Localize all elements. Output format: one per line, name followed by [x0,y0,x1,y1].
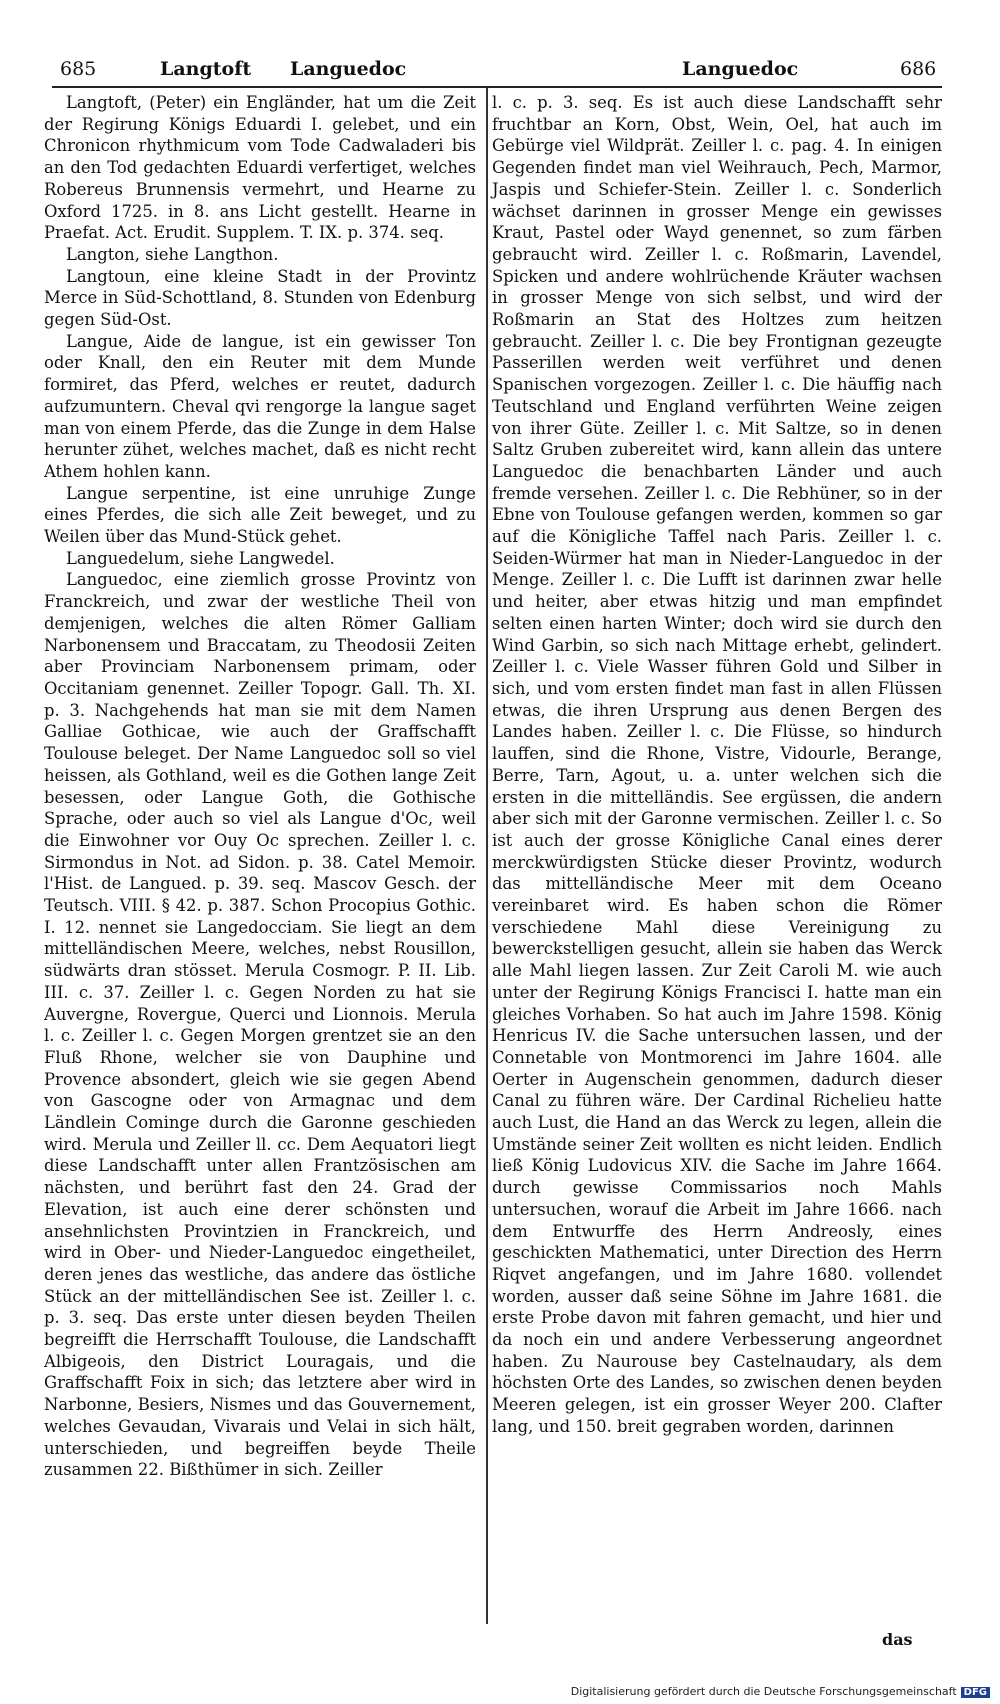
page-header [52,50,942,86]
entry-langue: Langue, Aide de langue, ist ein gewisser Ton oder Knall, den ein Reuter mit dem Munde formiret, das Pferd, welches er reutet, dadurch aufzumuntern. Cheval qvi rengorge la langue saget man von einem Pferde, das die Zunge in dem Halse herunter zühet, welches machet, daß es nicht recht Athem hohlen kann. [44,331,476,481]
running-head-left-last: Languedoc [290,58,407,80]
left-column [44,92,476,1481]
column-divider [486,88,488,1624]
digitization-footer [571,1685,990,1698]
page-number-right: 686 [900,58,937,80]
right-column [492,92,942,1438]
entry-langue-serpentine: Langue serpentine, ist eine unruhige Zunge eines Pferdes, die sich alle Zeit beweget, und zu Weilen über das Mund-Stück gehet. [44,483,476,547]
header-rule [52,86,942,88]
entry-langtoft: Langtoft, (Peter) ein Engländer, hat um die Zeit der Regirung Königs Eduardi I. gelebet, und ein Chronicon rhythmicum vom Tode Cadwaladeri bis an den Tod gedachten Eduardi verfertiget, welches Robereus Brunnensis vermehrt, und Hearne zu Oxford 1725. in 8. ans Licht gestellt. Hearne in Praefat. Act. Erudit. Supplem. T. IX. p. 374. seq. [44,93,476,243]
footer-text: Digitalisierung gefördert durch die Deutsche Forschungsgemeinschaft [570,1685,957,1698]
entry-langton: Langton, siehe Langthon. [66,244,279,264]
entry-langtoun: Langtoun, eine kleine Stadt in der Provintz Merce in Süd-Schottland, 8. Stunden von Edenburg gegen Süd-Ost. [44,266,476,330]
entry-languedoc-continued: l. c. p. 3. seq. Es ist auch diese Landschafft sehr fruchtbar an Korn, Obst, Wein, Oel, hat auch im Gebürge viel Wildprät. Zeiller l. c. pag. 4. In einigen Gegenden findet man viel Weihrauch, Pech, Marmor, Jaspis und Schiefer-Stein. Zeiller l. c. Sonderlich wächset darinnen in grosser Menge ein gewisses Kraut, Pastel oder Wayd genennet, so zum färben gebraucht wird. Zeiller l. c. Roßmarin, Lavendel, Spicken und andere wohlrüchende Kräuter wachsen in grosser Menge von sich selbst, und wird der Roßmarin an Stat des Holtzes zum heitzen gebraucht. Zeiller l. c. Die bey Frontignan gezeugte Passerillen werden weit verführet und denen Spanischen vorgezogen. Zeiller l. c. Die häuffig nach Teutschland und England verführten Weine zeigen von ihrer Güte. Zeiller l. c. Mit Saltze, so in denen Saltz Gruben zubereitet wird, kann allein das untere Languedoc die benachbarten Länder und auch fremde versehen. Zeiller l. c. Die Rebhüner, so in der Ebne von Toulouse gefangen werden, kommen so gar auf die Königliche Taffel nach Paris. Zeiller l. c. Seiden-Würmer hat man in Nieder-Languedoc in der Menge. Zeiller l. c. Die Lufft ist darinnen zwar helle und heiter, aber etwas hitzig und man empfindet selten einen harten Winter; doch wird sie durch den Wind Garbin, so sich nach Mittage erhebt, gelindert. Zeiller l. c. Viele Wasser führen Gold und Silber in sich, und vom ersten findet man fast in allen Flüssen etwas, die ihren Ursprung aus denen Bergen des Landes haben. Zeiller l. c. Die Flüsse, so hindurch lauffen, sind die Rhone, Vistre, Vidourle, Berange, Berre, Tarn, Agout, u. a. unter welchen sich die ersten in die mittelländis. See ergüssen, die andern aber sich mit der Garonne vermischen. Zeiller l. c. So ist auch der grosse Königliche Canal eines derer merckwürdigsten Stücke dieser Provintz, wodurch das mittelländische Meer mit dem Oceano vereinbaret wird. Es haben schon die Römer verschiedene Mahl diese Vereinigung zu bewerckstelligen gesucht, allein sie haben das Werck alle Mahl liegen lassen. Zur Zeit Caroli M. wie auch unter der Regirung Königs Francisci I. hatte man ein gleiches Vorhaben. So hat auch im Jahre 1598. König Henricus IV. die Sache untersuchen lassen, und der Connetable von Montmorenci im Jahre 1604. alle Oerter in Augenschein genommen, dadurch dieser Canal zu führen wäre. Der Cardinal Richelieu hatte auch Lust, die Hand an das Werck zu legen, allein die Umstände seiner Zeit wollten es nicht leiden. Endlich ließ König Ludovicus XIV. die Sache im Jahre 1664. durch gewisse Commissarios noch Mahls untersuchen, worauf die Arbeit im Jahre 1666. nach dem Entwurffe des Herrn Andreosly, eines geschickten Mathematici, unter Direction des Herrn Riqvet angefangen, und im Jahre 1680. vollendet worden, ausser daß seine Söhne im Jahre 1681. die erste Probe davon mit fahren gemacht, und hier und da noch ein und andere Verbesserung angeordnet haben. Zu Naurouse bey Castelnaudary, als dem höchsten Orte des Landes, so zwischen denen beyden Meeren gelegen, ist ein grosser Weyer 200. Clafter lang, und 150. breit gegraben worden, darinnen [492,93,942,1436]
entry-languedoc: Languedoc, eine ziemlich grosse Provintz von Franckreich, und zwar der westliche Theil von demjenigen, welches die alten Römer Galliam Narbonensem und Braccatam, zu Theodosii Zeiten aber Provinciam Narbonensem primam, oder Occitaniam genennet. Zeiller Topogr. Gall. Th. XI. p. 3. Nachgehends hat man sie mit dem Namen Galliae Gothicae, wie auch der Graffschafft Toulouse beleget. Der Name Languedoc soll so viel heissen, als Gothland, weil es die Gothen lange Zeit besessen, oder Langue Goth, die Gothische Sprache, oder auch so viel als Langue d'Oc, weil die Einwohner vor Ouy Oc sprechen. Zeiller l. c. Sirmondus in Not. ad Sidon. p. 38. Catel Memoir. l'Hist. de Langued. p. 39. seq. Mascov Gesch. der Teutsch. VIII. § 42. p. 387. Schon Procopius Gothic. I. 12. nennet sie Langedocciam. Sie liegt an dem mittelländischen Meere, welches, nebst Rousillon, südwärts dran stösset. Merula Cosmogr. P. II. Lib. III. c. 37. Zeiller l. c. Gegen Norden zu hat sie Auvergne, Rovergue, Querci und Lionnois. Merula l. c. Zeiller l. c. Gegen Morgen grentzet sie an den Fluß Rhone, welcher sie von Dauphine und Provence absondert, gleich wie sie gegen Abend von Gascogne oder von Armagnac und dem Ländlein Cominge durch die Garonne geschieden wird. Merula und Zeiller ll. cc. Dem Aequatori liegt diese Landschafft unter allen Frantzösischen am nächsten, und berührt fast den 24. Grad der Elevation, ist auch eine derer schönsten und ansehnlichsten Provintzien in Franckreich, und wird in Ober- und Nieder-Languedoc eingetheilet, deren jenes das westliche, das andere das östliche Stück an der mittelländischen See ist. Zeiller l. c. p. 3. seq. Das erste unter diesen beyden Theilen begreifft die Herrschafft Toulouse, die Landschafft Albigeois, den District Louragais, und die Graffschafft Foix in sich; das letztere aber wird in Narbonne, Besiers, Nismes und das Gouvernement, welches Gevaudan, Vivarais und Velai in sich hält, unterschieden, und begreiffen beyde Theile zusammen 22. Bißthümer in sich. Zeiller [44,570,476,1480]
entry-languedelum: Languedelum, siehe Langwedel. [66,548,335,568]
dfg-logo: DFG [961,1687,990,1698]
catchword: das [882,1630,913,1649]
running-head-left-first: Langtoft [160,58,252,80]
page-number-left: 685 [60,58,97,80]
running-head-right: Languedoc [682,58,799,80]
